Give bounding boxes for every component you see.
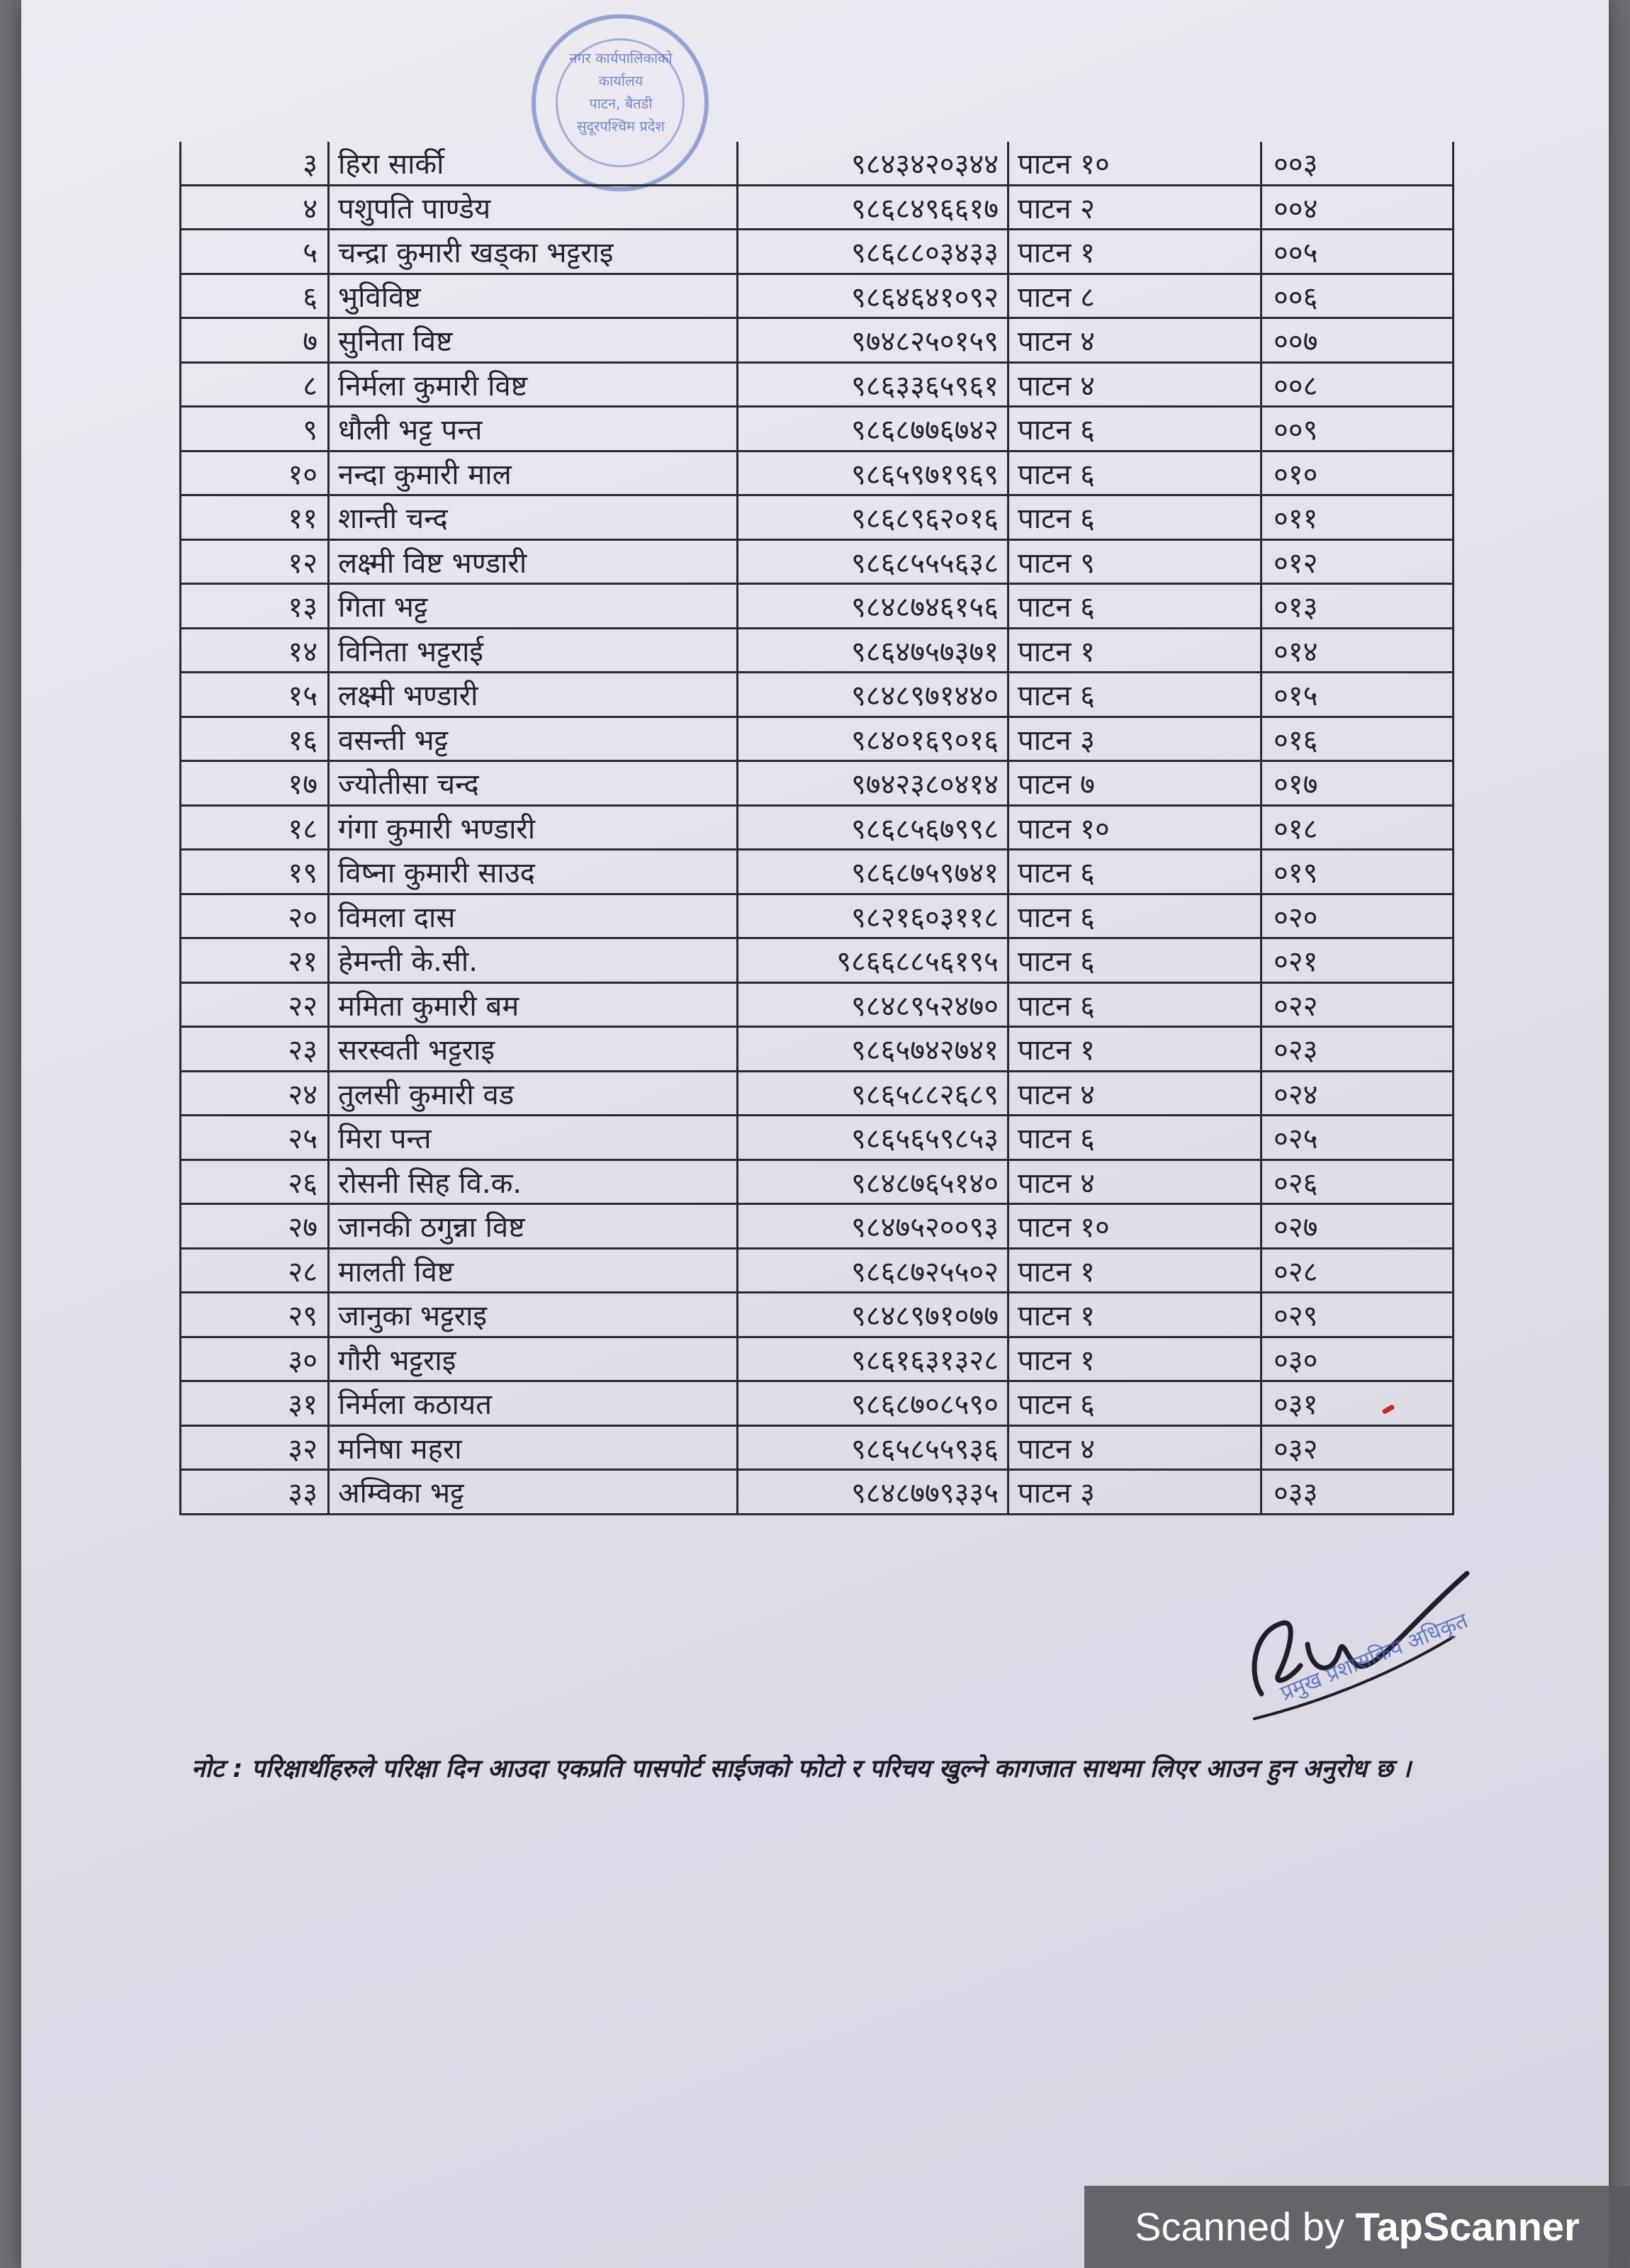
roll-number-cell: ०१८ bbox=[1261, 805, 1454, 850]
serial-number-cell: १३ bbox=[181, 584, 329, 629]
roll-number-cell: ०२८ bbox=[1261, 1248, 1454, 1293]
roll-number-cell: ००४ bbox=[1261, 185, 1454, 230]
address-cell: पाटन ३ bbox=[1008, 717, 1261, 761]
phone-number-cell: ९८६८५५५६३८ bbox=[738, 539, 1008, 584]
address-cell: पाटन ६ bbox=[1008, 1116, 1261, 1160]
serial-number-cell: ४ bbox=[181, 185, 329, 230]
serial-number-cell: १७ bbox=[181, 761, 329, 806]
address-cell: पाटन ७ bbox=[1008, 761, 1261, 806]
address-cell: पाटन ४ bbox=[1008, 318, 1261, 363]
candidate-name-cell: नन्दा कुमारी माल bbox=[329, 451, 738, 495]
roll-number-cell: ००७ bbox=[1261, 318, 1454, 363]
address-cell: पाटन ४ bbox=[1008, 1071, 1261, 1116]
address-cell: पाटन १ bbox=[1008, 628, 1261, 673]
serial-number-cell: १२ bbox=[181, 539, 329, 584]
table-row bbox=[181, 982, 1454, 1027]
serial-number-cell: २६ bbox=[181, 1160, 329, 1204]
phone-number-cell: ९८६८७५९७४१ bbox=[738, 850, 1008, 894]
serial-number-cell: २५ bbox=[181, 1116, 329, 1160]
roll-number-cell: ०१० bbox=[1261, 451, 1454, 495]
scanner-watermark bbox=[1084, 2186, 1630, 2268]
candidate-name-cell: जानुका भट्टराइ bbox=[329, 1293, 738, 1337]
roll-number-cell: ००३ bbox=[1261, 142, 1454, 185]
candidate-name-cell: ज्योतीसा चन्द bbox=[329, 761, 738, 806]
candidate-name-cell: जानकी ठगुन्ना विष्ट bbox=[329, 1204, 738, 1249]
phone-number-cell: ९८४३४२०३४४ bbox=[738, 142, 1008, 185]
candidate-name-cell: धौली भट्ट पन्त bbox=[329, 407, 738, 451]
roll-number-cell: ०२९ bbox=[1261, 1293, 1454, 1337]
address-cell: पाटन ४ bbox=[1008, 1425, 1261, 1470]
serial-number-cell: १६ bbox=[181, 717, 329, 761]
table-row bbox=[181, 230, 1454, 274]
serial-number-cell: ३२ bbox=[181, 1425, 329, 1470]
phone-number-cell: ९८६१६३१३२८ bbox=[738, 1337, 1008, 1381]
stamp-line: नगर कार्यपालिकाको कार्यालय bbox=[569, 50, 673, 89]
table-row bbox=[181, 318, 1454, 363]
phone-number-cell: ९८४८७४६१५६ bbox=[738, 584, 1008, 629]
address-cell: पाटन ६ bbox=[1008, 495, 1261, 540]
table-row bbox=[181, 142, 1454, 185]
phone-number-cell: ९८६३३६५९६१ bbox=[738, 362, 1008, 407]
candidate-name-cell: सुनिता विष्ट bbox=[329, 318, 738, 363]
table-row bbox=[181, 1293, 1454, 1337]
address-cell: पाटन ६ bbox=[1008, 894, 1261, 938]
roll-number-cell: ०१९ bbox=[1261, 850, 1454, 894]
serial-number-cell: ७ bbox=[181, 318, 329, 363]
address-cell: पाटन ६ bbox=[1008, 1381, 1261, 1426]
candidate-name-cell: विष्ना कुमारी साउद bbox=[329, 850, 738, 894]
serial-number-cell: ३० bbox=[181, 1337, 329, 1381]
roll-number-cell: ०१२ bbox=[1261, 539, 1454, 584]
candidate-name-cell: वसन्ती भट्ट bbox=[329, 717, 738, 761]
roll-number-cell: ०१४ bbox=[1261, 628, 1454, 673]
roll-number-cell: ०२३ bbox=[1261, 1027, 1454, 1072]
candidate-name-cell: मनिषा महरा bbox=[329, 1425, 738, 1470]
phone-number-cell: ९७४८२५०१५९ bbox=[738, 318, 1008, 363]
address-cell: पाटन ३ bbox=[1008, 1470, 1261, 1515]
candidate-name-cell: हेमन्ती के.सी. bbox=[329, 938, 738, 983]
table-row bbox=[181, 1248, 1454, 1293]
candidate-name-cell: विमला दास bbox=[329, 894, 738, 938]
candidate-table bbox=[179, 142, 1454, 1515]
candidate-name-cell: शान्ती चन्द bbox=[329, 495, 738, 540]
handwritten-signature bbox=[1240, 1552, 1481, 1736]
table-row bbox=[181, 1425, 1454, 1470]
phone-number-cell: ९८६८५६७९९८ bbox=[738, 805, 1008, 850]
serial-number-cell: ६ bbox=[181, 274, 329, 318]
roll-number-cell: ०१६ bbox=[1261, 717, 1454, 761]
phone-number-cell: ९८४८९७१४४० bbox=[738, 673, 1008, 717]
candidate-name-cell: तुलसी कुमारी वड bbox=[329, 1071, 738, 1116]
candidate-name-cell: मालती विष्ट bbox=[329, 1248, 738, 1293]
table-row bbox=[181, 495, 1454, 540]
candidate-name-cell: निर्मला कुमारी विष्ट bbox=[329, 362, 738, 407]
roll-number-cell: ००८ bbox=[1261, 362, 1454, 407]
table-row bbox=[181, 407, 1454, 451]
table-row bbox=[181, 1204, 1454, 1249]
address-cell: पाटन ६ bbox=[1008, 673, 1261, 717]
candidate-name-cell: गौरी भट्टराइ bbox=[329, 1337, 738, 1381]
table-row bbox=[181, 850, 1454, 894]
serial-number-cell: २७ bbox=[181, 1204, 329, 1249]
table-row bbox=[181, 1337, 1454, 1381]
table-row bbox=[181, 539, 1454, 584]
serial-number-cell: १८ bbox=[181, 805, 329, 850]
serial-number-cell: २१ bbox=[181, 938, 329, 983]
table-row bbox=[181, 938, 1454, 983]
serial-number-cell: १४ bbox=[181, 628, 329, 673]
address-cell: पाटन ६ bbox=[1008, 938, 1261, 983]
roll-number-cell: ०२२ bbox=[1261, 982, 1454, 1027]
address-cell: पाटन १० bbox=[1008, 1204, 1261, 1249]
table-row bbox=[181, 628, 1454, 673]
candidate-name-cell: अम्विका भट्ट bbox=[329, 1470, 738, 1515]
roll-number-cell: ०२१ bbox=[1261, 938, 1454, 983]
table-row bbox=[181, 1381, 1454, 1426]
address-cell: पाटन ६ bbox=[1008, 584, 1261, 629]
phone-number-cell: ९८४८७७९३३५ bbox=[738, 1470, 1008, 1515]
table-row bbox=[181, 1027, 1454, 1072]
phone-number-cell: ९८६८७०८५९० bbox=[738, 1381, 1008, 1426]
serial-number-cell: २२ bbox=[181, 982, 329, 1027]
table-row bbox=[181, 185, 1454, 230]
phone-number-cell: ९७४२३८०४१४ bbox=[738, 761, 1008, 806]
address-cell: पाटन ४ bbox=[1008, 1160, 1261, 1204]
candidate-name-cell: रोसनी सिह वि.क. bbox=[329, 1160, 738, 1204]
serial-number-cell: २८ bbox=[181, 1248, 329, 1293]
table-row bbox=[181, 1116, 1454, 1160]
table-row bbox=[181, 362, 1454, 407]
address-cell: पाटन १० bbox=[1008, 142, 1261, 185]
address-cell: पाटन ९ bbox=[1008, 539, 1261, 584]
candidate-name-cell: पशुपति पाण्डेय bbox=[329, 185, 738, 230]
address-cell: पाटन ६ bbox=[1008, 407, 1261, 451]
table-row bbox=[181, 805, 1454, 850]
roll-number-cell: ०१७ bbox=[1261, 761, 1454, 806]
phone-number-cell: ९८४०१६९०१६ bbox=[738, 717, 1008, 761]
address-cell: पाटन ८ bbox=[1008, 274, 1261, 318]
roll-number-cell: ०२६ bbox=[1261, 1160, 1454, 1204]
phone-number-cell: ९८६८७२५५०२ bbox=[738, 1248, 1008, 1293]
address-cell: पाटन १ bbox=[1008, 1027, 1261, 1072]
phone-number-cell: ९८२१६०३११८ bbox=[738, 894, 1008, 938]
serial-number-cell: १० bbox=[181, 451, 329, 495]
table-row bbox=[181, 1160, 1454, 1204]
table-row bbox=[181, 673, 1454, 717]
phone-number-cell: ९८६८९६२०१६ bbox=[738, 495, 1008, 540]
serial-number-cell: ५ bbox=[181, 230, 329, 274]
phone-number-cell: ९८६५७४२७४१ bbox=[738, 1027, 1008, 1072]
candidate-name-cell: लक्ष्मी विष्ट भण्डारी bbox=[329, 539, 738, 584]
stamp-text bbox=[557, 47, 685, 137]
table-row bbox=[181, 717, 1454, 761]
phone-number-cell: ९८६४६४१०९२ bbox=[738, 274, 1008, 318]
address-cell: पाटन १ bbox=[1008, 230, 1261, 274]
serial-number-cell: १९ bbox=[181, 850, 329, 894]
serial-number-cell: १५ bbox=[181, 673, 329, 717]
stamp-line: पाटन, बैतडी bbox=[589, 95, 653, 112]
roll-number-cell: ०२४ bbox=[1261, 1071, 1454, 1116]
candidate-name-cell: भुविविष्ट bbox=[329, 274, 738, 318]
candidate-name-cell: गिता भट्ट bbox=[329, 584, 738, 629]
address-cell: पाटन ६ bbox=[1008, 451, 1261, 495]
phone-number-cell: ९८६८८०३४३३ bbox=[738, 230, 1008, 274]
serial-number-cell: ३ bbox=[181, 142, 329, 185]
phone-number-cell: ९८४८९५२४७० bbox=[738, 982, 1008, 1027]
roll-number-cell: ०१५ bbox=[1261, 673, 1454, 717]
phone-number-cell: ९८६५९७१९६९ bbox=[738, 451, 1008, 495]
roll-number-cell: ०३० bbox=[1261, 1337, 1454, 1381]
serial-number-cell: ९ bbox=[181, 407, 329, 451]
roll-number-cell: ०३१ bbox=[1261, 1381, 1454, 1426]
serial-number-cell: ११ bbox=[181, 495, 329, 540]
phone-number-cell: ९८६८७७६७४२ bbox=[738, 407, 1008, 451]
roll-number-cell: ०२० bbox=[1261, 894, 1454, 938]
table-row bbox=[181, 1071, 1454, 1116]
address-cell: पाटन १० bbox=[1008, 805, 1261, 850]
signatory-title: प्रमुख प्रशासकिय अधिकृत bbox=[1276, 1608, 1472, 1707]
table-row bbox=[181, 894, 1454, 938]
address-cell: पाटन २ bbox=[1008, 185, 1261, 230]
roll-number-cell: ००६ bbox=[1261, 274, 1454, 318]
table-row bbox=[181, 761, 1454, 806]
serial-number-cell: २९ bbox=[181, 1293, 329, 1337]
roll-number-cell: ०३२ bbox=[1261, 1425, 1454, 1470]
address-cell: पाटन ६ bbox=[1008, 982, 1261, 1027]
phone-number-cell: ९८४८७६५१४० bbox=[738, 1160, 1008, 1204]
table-row bbox=[181, 584, 1454, 629]
serial-number-cell: २० bbox=[181, 894, 329, 938]
table-row bbox=[181, 451, 1454, 495]
phone-number-cell: ९८६५८५५९३६ bbox=[738, 1425, 1008, 1470]
stamp-line: सुदूरपश्चिम प्रदेश bbox=[577, 118, 665, 135]
roll-number-cell: ००५ bbox=[1261, 230, 1454, 274]
candidate-name-cell: लक्ष्मी भण्डारी bbox=[329, 673, 738, 717]
roll-number-cell: ०२७ bbox=[1261, 1204, 1454, 1249]
candidate-name-cell: ममिता कुमारी बम bbox=[329, 982, 738, 1027]
address-cell: पाटन १ bbox=[1008, 1248, 1261, 1293]
roll-number-cell: ०३३ bbox=[1261, 1470, 1454, 1515]
candidate-name-cell: निर्मला कठायत bbox=[329, 1381, 738, 1426]
candidate-table-body bbox=[181, 142, 1454, 1514]
phone-number-cell: ९८६६८८५६१९५ bbox=[738, 938, 1008, 983]
serial-number-cell: ३१ bbox=[181, 1381, 329, 1426]
phone-number-cell: ९८६५८८२६८९ bbox=[738, 1071, 1008, 1116]
watermark-brand: TapScanner bbox=[1355, 2204, 1580, 2249]
phone-number-cell: ९८४८९७१०७७ bbox=[738, 1293, 1008, 1337]
note-text: नोट : परिक्षार्थीहरुले परिक्षा दिन आउदा एकप्रति पासपोर्ट साईजको फोटो र परिचय खुल्ने कागजात साथमा लिएर आउन हुन अनुरोध छ । bbox=[191, 1755, 1412, 1783]
phone-number-cell: ९८४७५२००९३ bbox=[738, 1204, 1008, 1249]
phone-number-cell: ९८६८४९६६१७ bbox=[738, 185, 1008, 230]
phone-number-cell: ९८६४७५७३७१ bbox=[738, 628, 1008, 673]
address-cell: पाटन ६ bbox=[1008, 850, 1261, 894]
table-row bbox=[181, 274, 1454, 318]
watermark-prefix: Scanned by bbox=[1135, 2204, 1344, 2249]
roll-number-cell: ०२५ bbox=[1261, 1116, 1454, 1160]
serial-number-cell: २४ bbox=[181, 1071, 329, 1116]
phone-number-cell: ९८६५६५९८५३ bbox=[738, 1116, 1008, 1160]
address-cell: पाटन ४ bbox=[1008, 362, 1261, 407]
serial-number-cell: ८ bbox=[181, 362, 329, 407]
candidate-name-cell: हिरा सार्की bbox=[329, 142, 738, 185]
address-cell: पाटन १ bbox=[1008, 1293, 1261, 1337]
document-page bbox=[21, 0, 1609, 2268]
serial-number-cell: ३३ bbox=[181, 1470, 329, 1515]
candidate-name-cell: मिरा पन्त bbox=[329, 1116, 738, 1160]
table-row bbox=[181, 1470, 1454, 1515]
candidate-name-cell: विनिता भट्टराई bbox=[329, 628, 738, 673]
address-cell: पाटन १ bbox=[1008, 1337, 1261, 1381]
candidate-name-cell: गंगा कुमारी भण्डारी bbox=[329, 805, 738, 850]
roll-number-cell: ०११ bbox=[1261, 495, 1454, 540]
roll-number-cell: ००९ bbox=[1261, 407, 1454, 451]
candidate-name-cell: सरस्वती भट्टराइ bbox=[329, 1027, 738, 1072]
candidate-name-cell: चन्द्रा कुमारी खड्का भट्टराइ bbox=[329, 230, 738, 274]
roll-number-cell: ०१३ bbox=[1261, 584, 1454, 629]
serial-number-cell: २३ bbox=[181, 1027, 329, 1072]
